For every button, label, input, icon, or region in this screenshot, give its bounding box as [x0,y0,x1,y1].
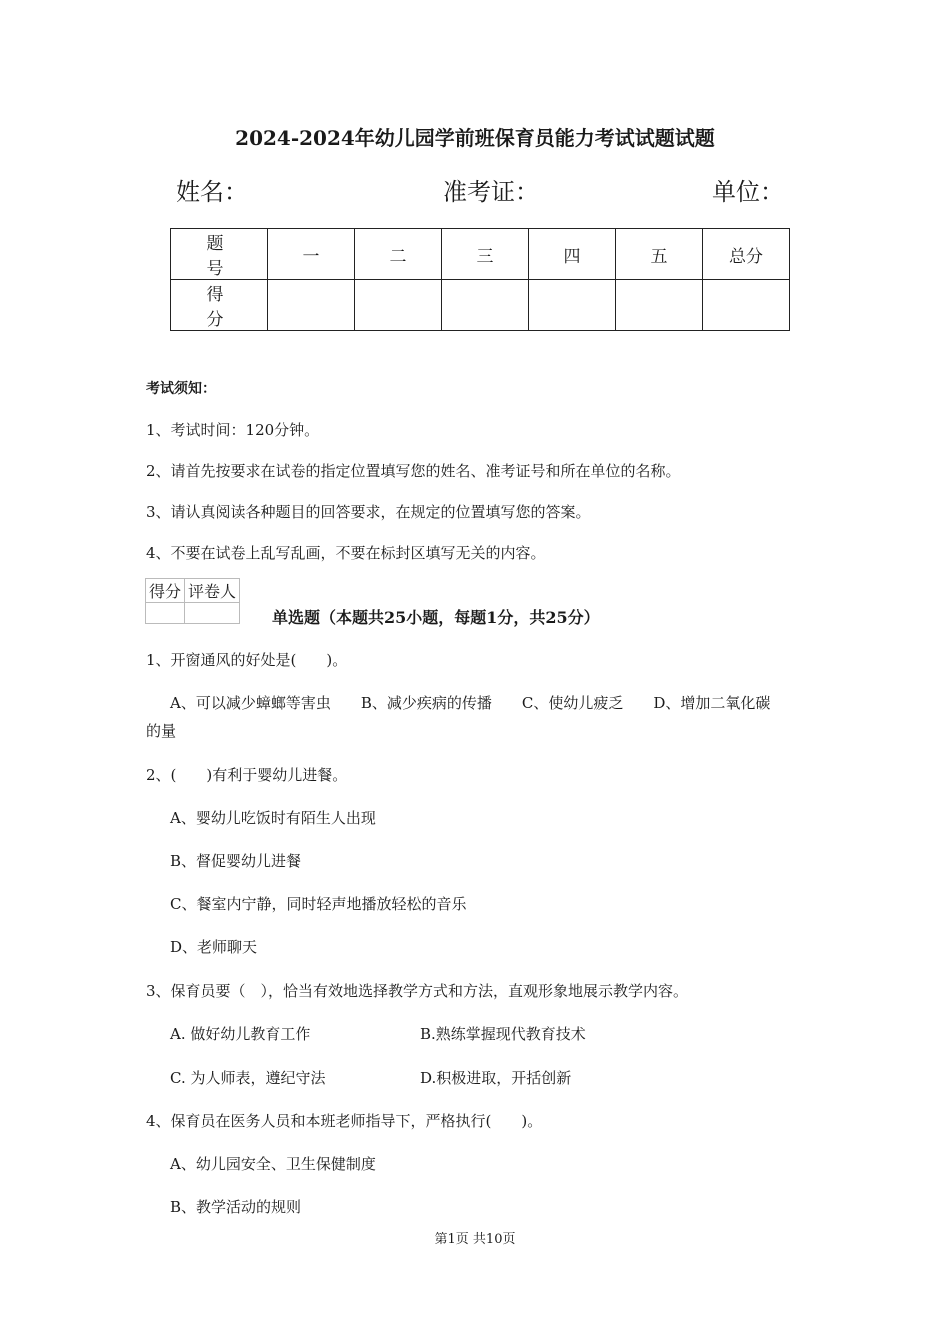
question-2-option-c: C、餐室内宁静，同时轻声地播放轻松的音乐 [170,895,467,913]
grader-reviewer-cell[interactable] [185,603,240,624]
question-2-option-d: D、老师聊天 [170,938,258,956]
question-3-stem: 3、保育员要（ ），恰当有效地选择教学方式和方法，直观形象地展示教学内容。 [146,982,689,1000]
score-cell[interactable] [703,280,790,331]
score-row-label: 得 分 [171,280,268,331]
question-3-option-a: A. 做好幼儿教育工作 [170,1025,311,1043]
score-table-header-row [171,229,790,280]
grader-table [145,578,240,624]
score-cell[interactable] [355,280,442,331]
section-title: 单选题（本题共25小题，每题1分，共25分） [272,608,600,627]
question-2-option-a: A、婴幼儿吃饭时有陌生人出现 [170,809,376,827]
question-3-option-b: B.熟练掌握现代教育技术 [420,1025,586,1043]
question-4-stem: 4、保育员在医务人员和本班老师指导下，严格执行( )。 [146,1112,543,1130]
score-table-score-row [171,280,790,331]
notice-item: 1、考试时间：120分钟。 [146,421,320,439]
question-4-option-b: B、教学活动的规则 [170,1198,302,1216]
score-table-header-cell: 题 号 [171,229,268,280]
question-1-options-wrap: 的量 [146,722,177,740]
notice-item: 3、请认真阅读各种题目的回答要求，在规定的位置填写您的答案。 [146,503,591,521]
question-1-stem: 1、开窗通风的好处是( )。 [146,651,348,669]
question-4-option-a: A、幼儿园安全、卫生保健制度 [170,1155,376,1173]
score-cell[interactable] [529,280,616,331]
score-cell[interactable] [268,280,355,331]
question-1-options: A、可以减少蟑螂等害虫 B、减少疾病的传播 C、使幼儿疲乏 D、增加二氧化碳 [170,694,771,712]
page-footer: 第1页 共10页 [434,1232,516,1247]
grader-reviewer-label: 评卷人 [185,579,240,603]
score-table-header-cell: 二 [355,229,442,280]
grader-score-cell[interactable] [146,603,185,624]
score-cell[interactable] [616,280,703,331]
grader-score-label: 得分 [146,579,185,603]
notice-item: 4、不要在试卷上乱写乱画，不要在标封区填写无关的内容。 [146,544,546,562]
question-3-option-c: C. 为人师表，遵纪守法 [170,1069,326,1087]
score-table [170,228,790,331]
question-3-option-d: D.积极进取，开括创新 [420,1069,572,1087]
score-table-header-cell: 一 [268,229,355,280]
notice-heading: 考试须知： [146,381,216,397]
score-table-header-cell: 四 [529,229,616,280]
question-2-stem: 2、( )有利于婴幼儿进餐。 [146,766,348,784]
document-title: 2024-2024年幼儿园学前班保育员能力考试试题试题 [235,126,715,150]
score-table-header-cell: 三 [442,229,529,280]
exam-number-label: 准考证： [443,178,539,206]
score-table-header-cell: 总分 [703,229,790,280]
notice-item: 2、请首先按要求在试卷的指定位置填写您的姓名、准考证号和所在单位的名称。 [146,462,681,480]
score-cell[interactable] [442,280,529,331]
unit-label: 单位： [712,178,784,206]
score-table-header-cell: 五 [616,229,703,280]
name-label: 姓名： [176,178,248,206]
question-2-option-b: B、督促婴幼儿进餐 [170,852,302,870]
